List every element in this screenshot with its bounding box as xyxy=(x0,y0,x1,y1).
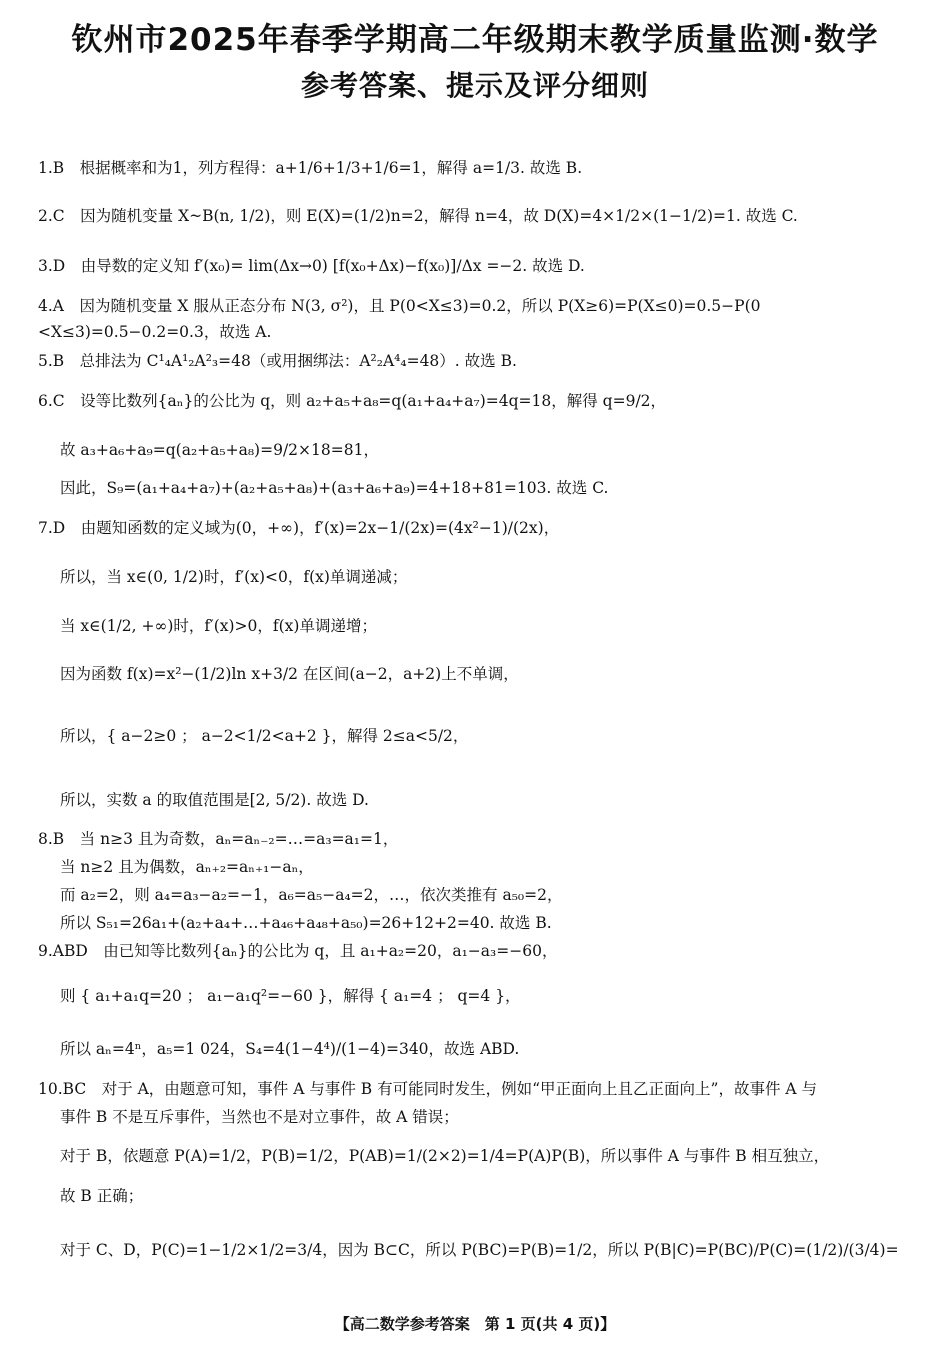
answer-line: 10.BC 对于 A，由题意可知，事件 A 与事件 B 有可能同时发生，例如“甲正面向上且乙正面向上”，故事件 A 与 xyxy=(38,1080,817,1098)
answer-line: 因为函数 f(x)=x²−(1/2)ln x+3/2 在区间(a−2，a+2)上不单调， xyxy=(60,665,519,683)
answer-line: 对于 C、D，P(C)=1−1/2×1/2=3/4，因为 B⊂C，所以 P(BC)=P(B)=1/2，所以 P(B|C)=P(BC)/P(C)=(1/2)/(3/4)= xyxy=(60,1241,899,1259)
answer-line: 8.B 当 n≥3 且为奇数，aₙ=aₙ₋₂=…=a₃=a₁=1， xyxy=(38,830,399,848)
answer-line: 当 n≥2 且为偶数，aₙ₊₂=aₙ₊₁−aₙ， xyxy=(60,858,314,876)
answer-line: 则 { a₁+a₁q=20 ； a₁−a₁q²=−60 }，解得 { a₁=4 ； q=4 }， xyxy=(60,987,521,1005)
answer-line: 所以 S₅₁=26a₁+(a₂+a₄+…+a₄₆+a₄₈+a₅₀)=26+12+2=40. 故选 B. xyxy=(60,914,552,932)
answer-line: 故 B 正确； xyxy=(60,1187,144,1205)
answer-line: 1.B 根据概率和为1，列方程得：a+1/6+1/3+1/6=1，解得 a=1/3. 故选 B. xyxy=(38,159,583,177)
answer-line: 所以，当 x∈(0, 1/2)时，f′(x)<0，f(x)单调递减； xyxy=(60,568,408,586)
answer-line: 当 x∈(1/2, +∞)时，f′(x)>0，f(x)单调递增； xyxy=(60,617,377,635)
answer-line: 9.ABD 由已知等比数列{aₙ}的公比为 q，且 a₁+a₂=20，a₁−a₃=−60， xyxy=(38,942,558,960)
answer-line: 所以，{ a−2≥0 ； a−2<1/2<a+2 }，解得 2≤a<5/2， xyxy=(60,727,469,745)
answer-line: 对于 B，依题意 P(A)=1/2，P(B)=1/2，P(AB)=1/(2×2)=1/4=P(A)P(B)，所以事件 A 与事件 B 相互独立， xyxy=(60,1147,830,1165)
answer-line: 5.B 总排法为 C¹₄A¹₂A²₃=48（或用捆绑法：A²₂A⁴₄=48）. 故选 B. xyxy=(38,352,517,370)
answer-line: 事件 B 不是互斥事件，当然也不是对立事件，故 A 错误； xyxy=(60,1108,459,1126)
answer-line: 7.D 由题知函数的定义域为(0，+∞)，f′(x)=2x−1/(2x)=(4x²−1)/(2x)， xyxy=(38,519,560,537)
page-subtitle: 参考答案、提示及评分细则 xyxy=(300,69,649,102)
answer-line: 2.C 因为随机变量 X~B(n, 1/2)，则 E(X)=(1/2)n=2，解得 n=4，故 D(X)=4×1/2×(1−1/2)=1. 故选 C. xyxy=(38,207,798,225)
answer-line: <X≤3)=0.5−0.2=0.3，故选 A. xyxy=(38,323,272,341)
page-title: 钦州市2025年春季学期高二年级期末教学质量监测·数学 xyxy=(71,22,879,58)
answer-line: 6.C 设等比数列{aₙ}的公比为 q，则 a₂+a₅+a₈=q(a₁+a₄+a₇)=4q=18，解得 q=9/2， xyxy=(38,392,667,410)
answer-line: 4.A 因为随机变量 X 服从正态分布 N(3, σ²)，且 P(0<X≤3)=0.2，所以 P(X≥6)=P(X≤0)=0.5−P(0 xyxy=(38,297,761,315)
answer-line: 故 a₃+a₆+a₉=q(a₂+a₅+a₈)=9/2×18=81， xyxy=(60,441,379,459)
page-footer: 【高二数学参考答案 第 1 页(共 4 页)】 xyxy=(334,1315,616,1333)
answer-line: 3.D 由导数的定义知 f′(x₀)= lim(Δx→0) [f(x₀+Δx)−f(x₀)]/Δx =−2. 故选 D. xyxy=(38,257,585,275)
answer-line: 所以，实数 a 的取值范围是[2, 5/2). 故选 D. xyxy=(60,791,369,809)
answer-line: 所以 aₙ=4ⁿ，a₅=1 024，S₄=4(1−4⁴)/(1−4)=340，故选 ABD. xyxy=(60,1040,520,1058)
answer-line: 而 a₂=2，则 a₄=a₃−a₂=−1，a₆=a₅−a₄=2，…，依次类推有 a₅₀=2， xyxy=(60,886,563,904)
answer-line: 因此，S₉=(a₁+a₄+a₇)+(a₂+a₅+a₈)+(a₃+a₆+a₉)=4+18+81=103. 故选 C. xyxy=(60,479,609,497)
